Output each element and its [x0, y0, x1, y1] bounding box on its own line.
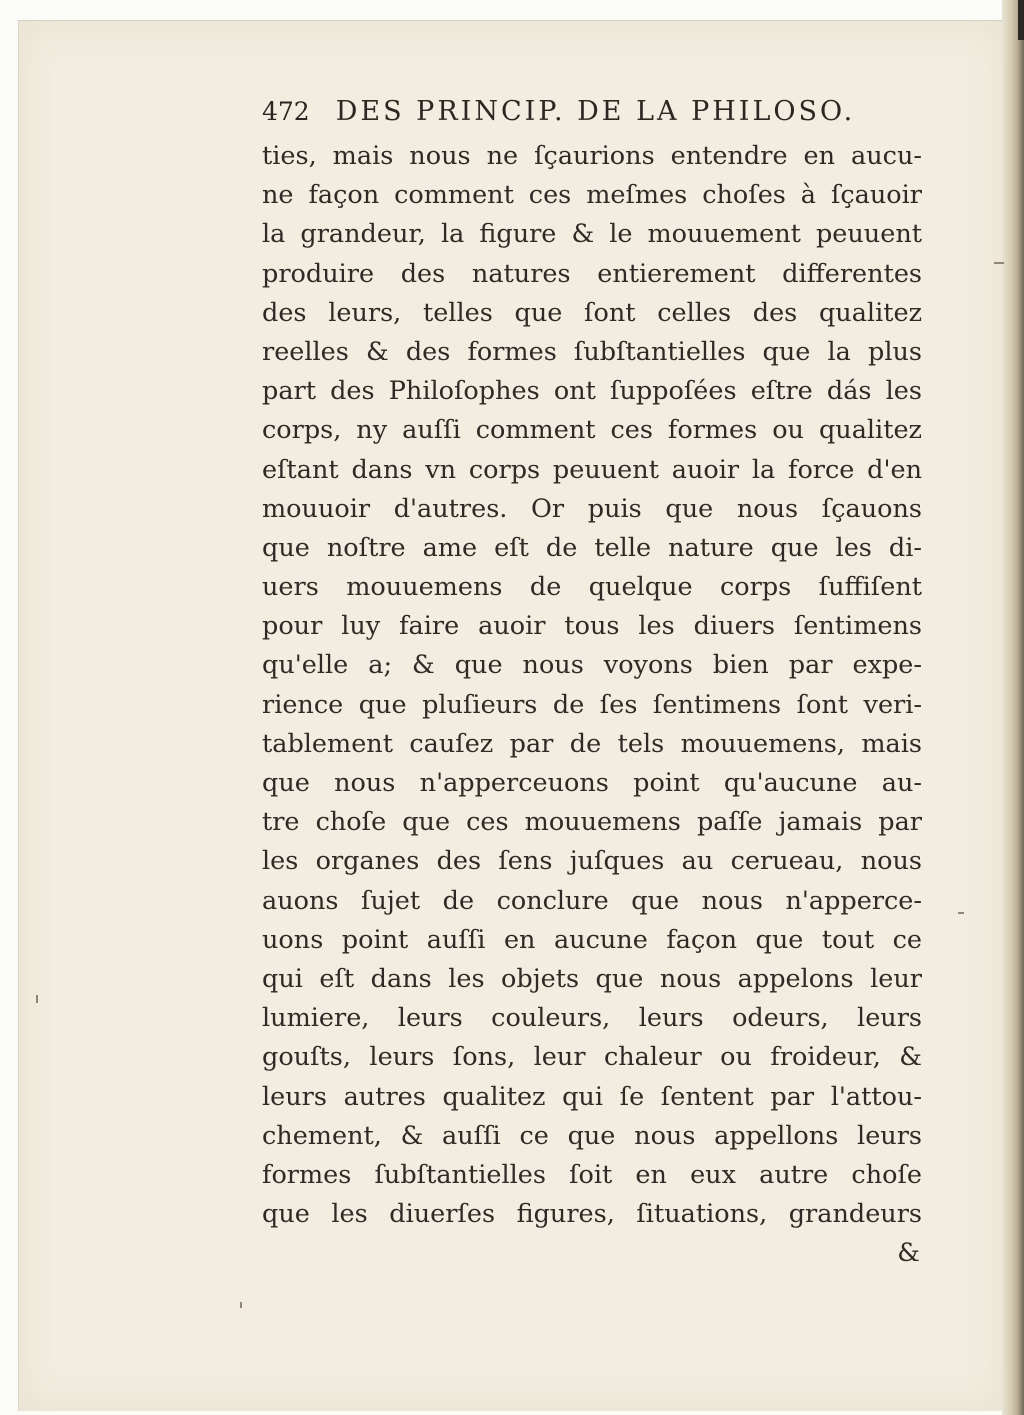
text-line: des leurs, telles que ſont celles des qualitez	[262, 297, 922, 328]
text-line: eſtant dans vn corps peuuent auoir la force d'en	[262, 454, 922, 485]
text-line: chement, & auſſi ce que nous appellons leurs	[262, 1120, 922, 1151]
text-line: reelles & des formes ſubſtantielles que la plus	[262, 336, 922, 367]
page-edge-shadow	[1002, 0, 1024, 1415]
text-line: produire des natures entierement differentes	[262, 258, 922, 289]
text-line: la grandeur, la figure & le mouuement peuuent	[262, 219, 922, 250]
text-line: tablement cauſez par de tels mouuemens, mais	[262, 728, 922, 759]
speck-mark	[240, 1302, 242, 1308]
running-head-title: DES PRINCIP. DE LA PHILOSO.	[335, 96, 856, 127]
speck-mark	[958, 912, 964, 914]
running-header	[262, 96, 922, 136]
speck-mark	[994, 262, 1004, 264]
text-line: leurs autres qualitez qui ſe ſentent par l'attou-	[262, 1081, 922, 1112]
text-line: gouſts, leurs ſons, leur chaleur ou froideur, &	[262, 1042, 922, 1073]
text-line: qui eſt dans les objets que nous appelons leur	[262, 963, 922, 994]
speck-mark	[36, 995, 38, 1003]
text-line: uers mouuemens de quelque corps ſuffiſent	[262, 572, 922, 603]
text-line: que les diuerſes figures, ſituations, grandeurs	[262, 1199, 922, 1230]
text-line: pour luy faire auoir tous les diuers ſentimens	[262, 611, 922, 642]
text-line: que nous n'apperceuons point qu'aucune au-	[262, 768, 922, 798]
text-line: ties, mais nous ne ſçaurions entendre en aucu-	[262, 141, 922, 171]
text-line: corps, ny auſſi comment ces formes ou qualitez	[262, 415, 922, 446]
text-line: part des Philoſophes ont ſuppoſées eſtre dás les	[262, 376, 922, 407]
text-line: lumiere, leurs couleurs, leurs odeurs, leurs	[262, 1003, 922, 1034]
text-line: mouuoir d'autres. Or puis que nous ſçauons	[262, 493, 922, 524]
text-line: rience que pluſieurs de ſes ſentimens ſont veri-	[262, 689, 922, 720]
catchword: &	[897, 1238, 920, 1269]
text-line: les organes des ſens juſques au cerueau, nous	[262, 846, 922, 877]
binding-corner	[1018, 0, 1024, 40]
text-line: formes ſubſtantielles ſoit en eux autre choſe	[262, 1159, 922, 1190]
text-line: qu'elle a; & que nous voyons bien par expe-	[262, 650, 922, 681]
text-line: que noſtre ame eſt de telle nature que les di-	[262, 532, 922, 563]
page-number: 472	[262, 97, 310, 126]
text-line: ne façon comment ces meſmes choſes à ſçauoir	[262, 180, 922, 211]
text-line: uons point auſſi en aucune façon que tout ce	[262, 924, 922, 955]
text-line: auons ſujet de conclure que nous n'apperce-	[262, 885, 922, 916]
text-line: tre choſe que ces mouuemens paſſe jamais par	[262, 807, 922, 838]
body-text	[262, 137, 922, 1273]
